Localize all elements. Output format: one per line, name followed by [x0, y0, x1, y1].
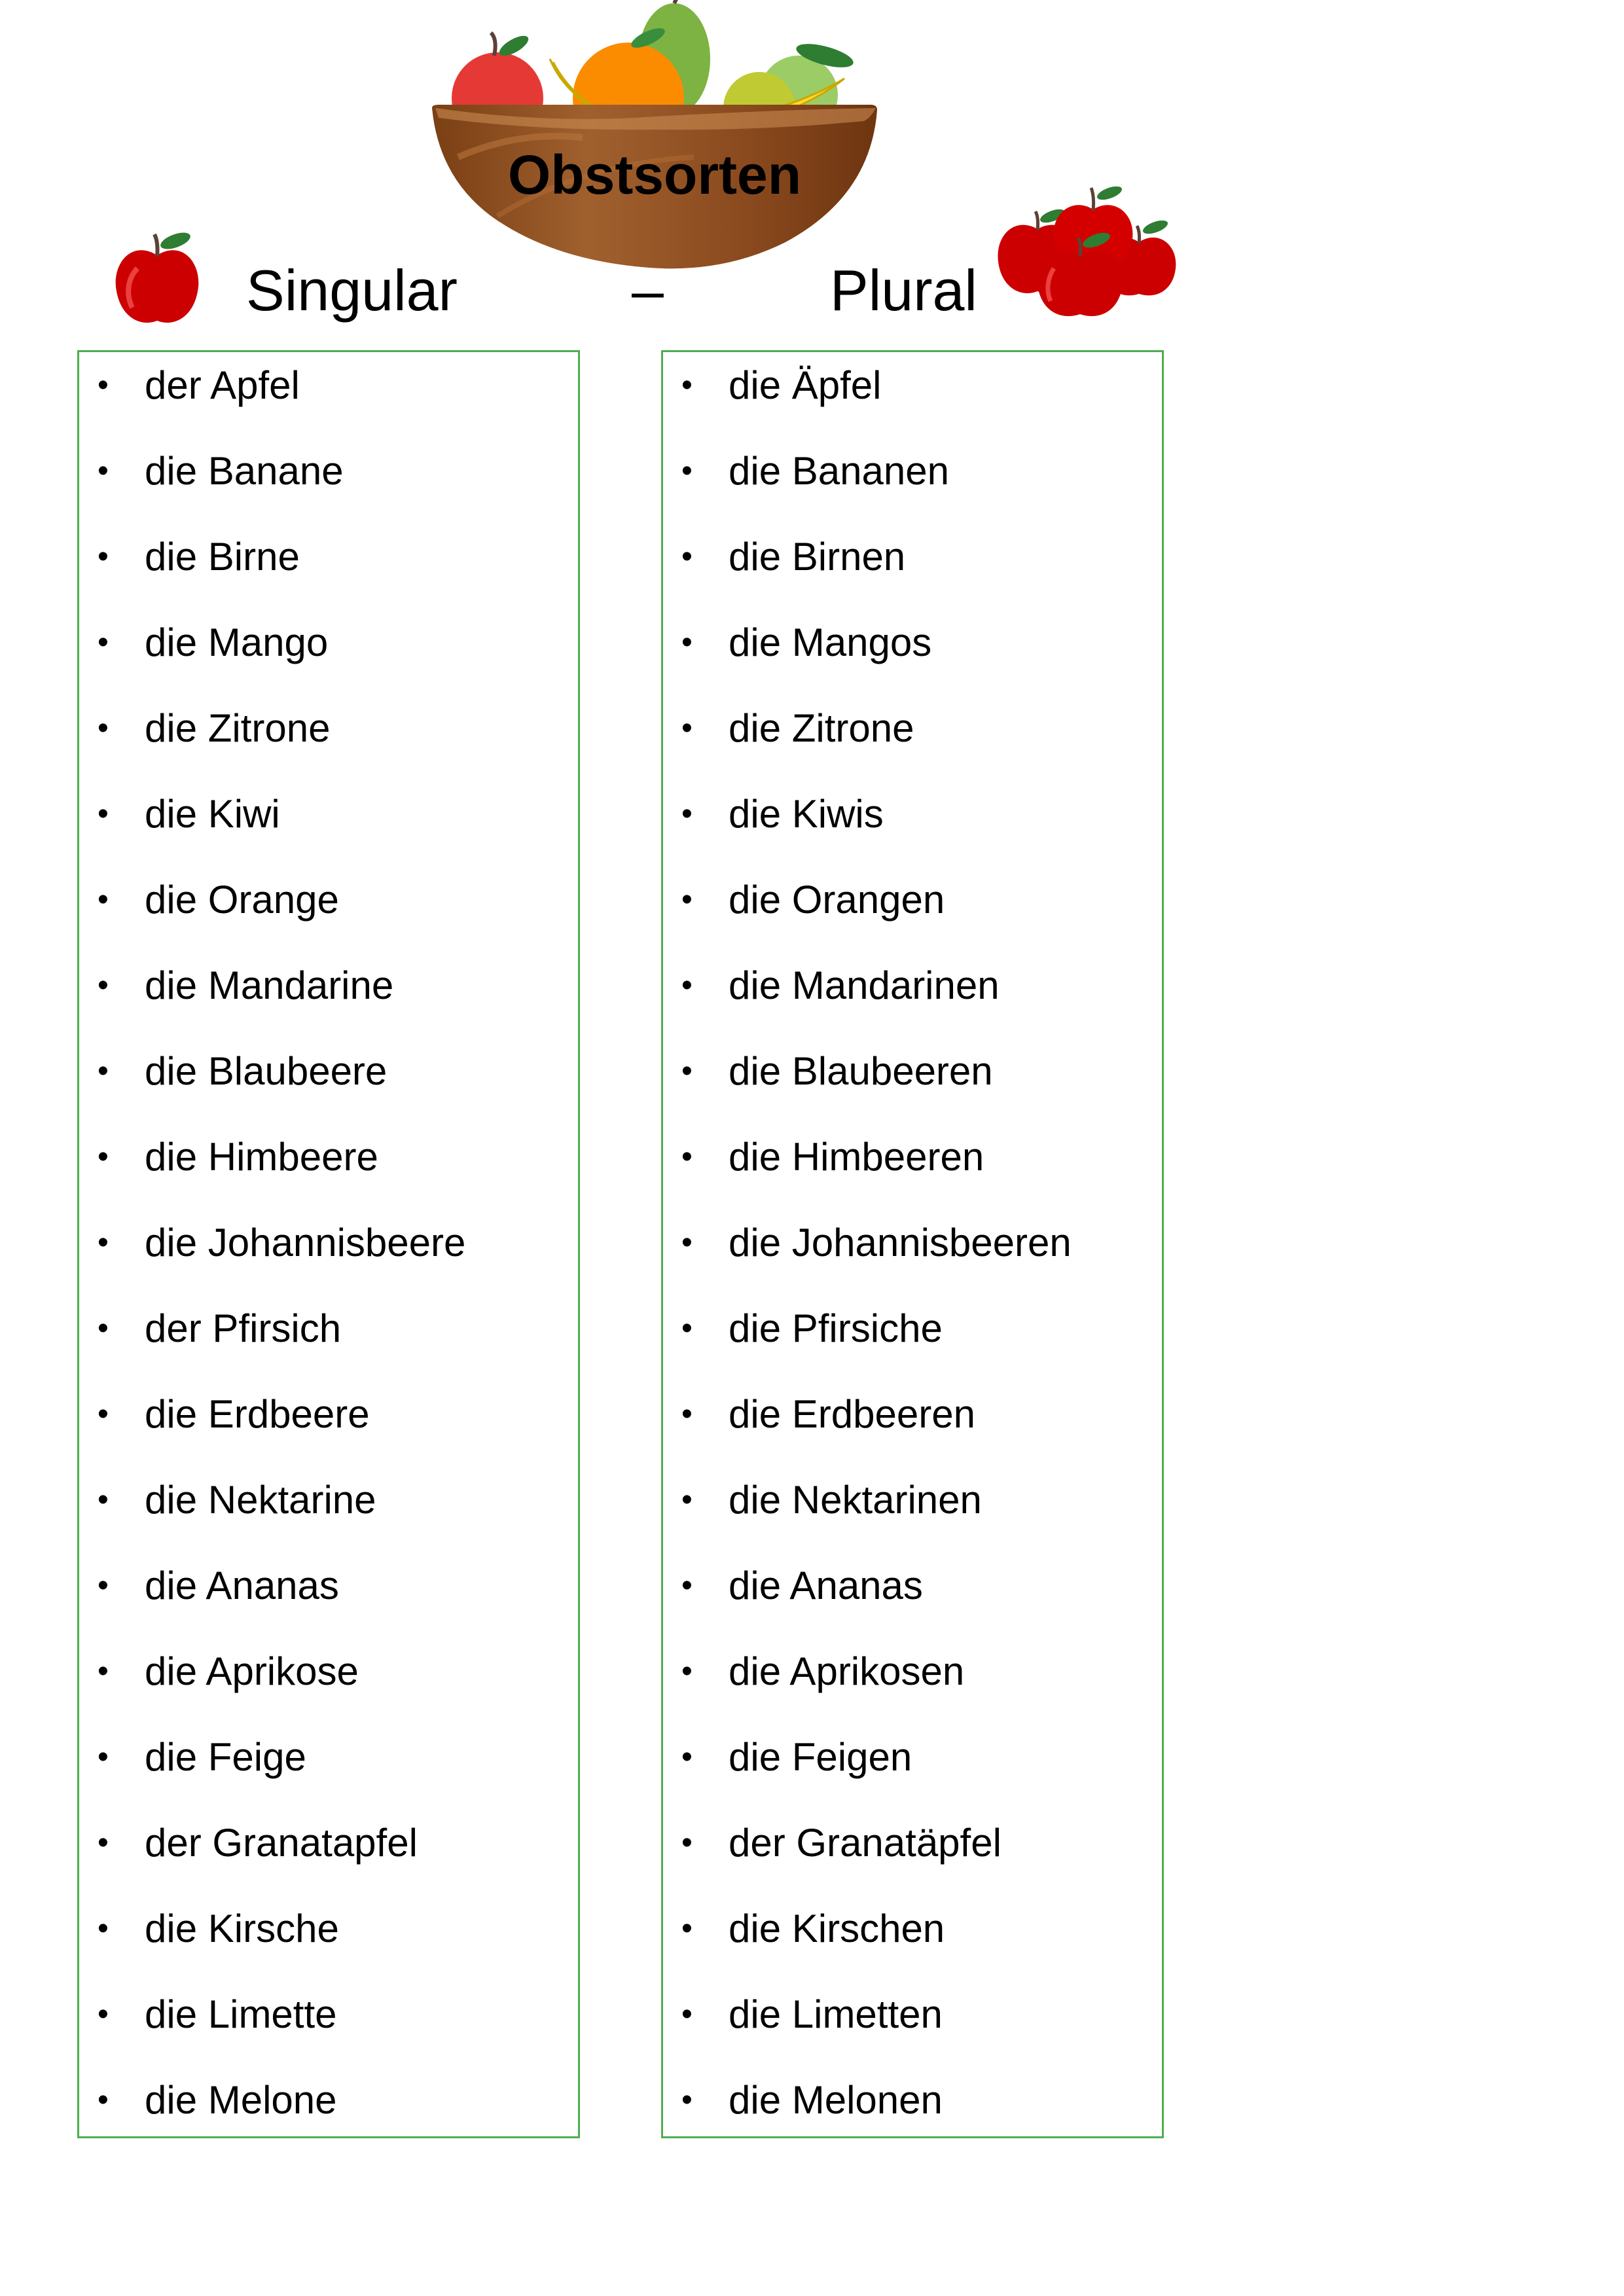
plural-header: Plural — [830, 258, 977, 323]
apples-icon — [988, 180, 1178, 331]
bullet-icon: • — [681, 1139, 693, 1174]
bullet-icon: • — [98, 1225, 109, 1260]
bullet-icon: • — [681, 797, 693, 831]
bullet-icon: • — [681, 1054, 693, 1088]
bullet-icon: • — [98, 1740, 109, 1774]
bullet-icon: • — [98, 1054, 109, 1088]
list-item-text: die Zitrone — [729, 706, 914, 750]
bullet-icon: • — [681, 625, 693, 660]
list-item-text: die Nektarinen — [729, 1478, 982, 1522]
bullet-icon: • — [98, 1911, 109, 1946]
list-item-text: die Mandarine — [145, 963, 394, 1007]
bullet-icon: • — [681, 968, 693, 1003]
bullet-icon: • — [98, 1997, 109, 2032]
bullet-icon: • — [98, 454, 109, 488]
list-item-text: die Nektarine — [145, 1478, 376, 1522]
list-item-text: die Orange — [145, 878, 339, 922]
bullet-icon: • — [681, 1740, 693, 1774]
bullet-icon: • — [681, 1825, 693, 1860]
list-item-text: der Granatapfel — [145, 1821, 418, 1865]
list-item-text: die Kirschen — [729, 1907, 945, 1950]
list-item-text: die Johannisbeeren — [729, 1221, 1072, 1265]
list-item-text: die Birne — [145, 535, 300, 579]
list-item-text: die Mangos — [729, 620, 932, 664]
list-item-text: die Mandarinen — [729, 963, 1000, 1007]
bullet-icon: • — [681, 711, 693, 745]
list-item-text: die Limetten — [729, 1992, 943, 2036]
list-item-text: die Zitrone — [145, 706, 331, 750]
bullet-icon: • — [681, 1225, 693, 1260]
singular-list-box — [77, 350, 580, 2138]
list-item-text: die Blaubeeren — [729, 1049, 993, 1093]
bullet-icon: • — [681, 1997, 693, 2032]
list-item-text: die Kiwi — [145, 792, 280, 836]
bullet-icon: • — [681, 1397, 693, 1431]
list-item-text: die Erdbeere — [145, 1392, 370, 1436]
bullet-icon: • — [98, 968, 109, 1003]
bullet-icon: • — [98, 1397, 109, 1431]
list-item-text: die Feige — [145, 1735, 306, 1779]
plural-list-box — [661, 350, 1164, 2138]
bullet-icon: • — [681, 1654, 693, 1689]
list-item-text: die Pfirsiche — [729, 1306, 943, 1350]
list-item-text: die Himbeeren — [729, 1135, 984, 1179]
bullet-icon: • — [98, 711, 109, 745]
list-item-text: die Ananas — [145, 1564, 339, 1607]
bullet-icon: • — [681, 539, 693, 574]
list-item-text: der Apfel — [145, 363, 300, 407]
list-item-text: die Birnen — [729, 535, 906, 579]
bullet-icon: • — [681, 1911, 693, 1946]
apple-icon — [111, 229, 203, 327]
bullet-icon: • — [98, 2083, 109, 2117]
bullet-icon: • — [98, 1311, 109, 1346]
list-item-text: die Orangen — [729, 878, 945, 922]
bullet-icon: • — [98, 1482, 109, 1517]
bullet-icon: • — [681, 882, 693, 917]
list-item-text: die Ananas — [729, 1564, 923, 1607]
list-item-text: die Melone — [145, 2078, 337, 2122]
bullet-icon: • — [98, 797, 109, 831]
bullet-icon: • — [98, 625, 109, 660]
bullet-icon: • — [681, 2083, 693, 2117]
list-item-text: die Blaubeere — [145, 1049, 388, 1093]
list-item-text: die Kiwis — [729, 792, 884, 836]
bullet-icon: • — [98, 1139, 109, 1174]
bullet-icon: • — [98, 1825, 109, 1860]
list-item-text: die Bananen — [729, 449, 949, 493]
list-item-text: die Banane — [145, 449, 344, 493]
list-item-text: die Mango — [145, 620, 329, 664]
bullet-icon: • — [681, 1568, 693, 1603]
header-dash: – — [632, 258, 664, 323]
list-item-text: die Aprikosen — [729, 1649, 965, 1693]
list-item-text: die Äpfel — [729, 363, 882, 407]
bullet-icon: • — [681, 1482, 693, 1517]
list-item-text: der Granatäpfel — [729, 1821, 1001, 1865]
list-item-text: die Johannisbeere — [145, 1221, 466, 1265]
list-item-text: die Feigen — [729, 1735, 912, 1779]
bullet-icon: • — [681, 1311, 693, 1346]
page-title: Obstsorten — [507, 144, 802, 206]
fruit-bowl-icon — [419, 0, 890, 275]
list-item-text: die Himbeere — [145, 1135, 378, 1179]
list-item-text: die Aprikose — [145, 1649, 359, 1693]
list-item-text: die Kirsche — [145, 1907, 339, 1950]
bullet-icon: • — [98, 882, 109, 917]
list-item-text: die Limette — [145, 1992, 337, 2036]
bullet-icon: • — [98, 368, 109, 403]
bullet-icon: • — [681, 368, 693, 403]
list-item-text: die Melonen — [729, 2078, 943, 2122]
bullet-icon: • — [681, 454, 693, 488]
bullet-icon: • — [98, 1568, 109, 1603]
list-item-text: der Pfirsich — [145, 1306, 342, 1350]
list-item-text: die Erdbeeren — [729, 1392, 975, 1436]
singular-header: Singular — [246, 258, 458, 323]
bullet-icon: • — [98, 1654, 109, 1689]
bullet-icon: • — [98, 539, 109, 574]
